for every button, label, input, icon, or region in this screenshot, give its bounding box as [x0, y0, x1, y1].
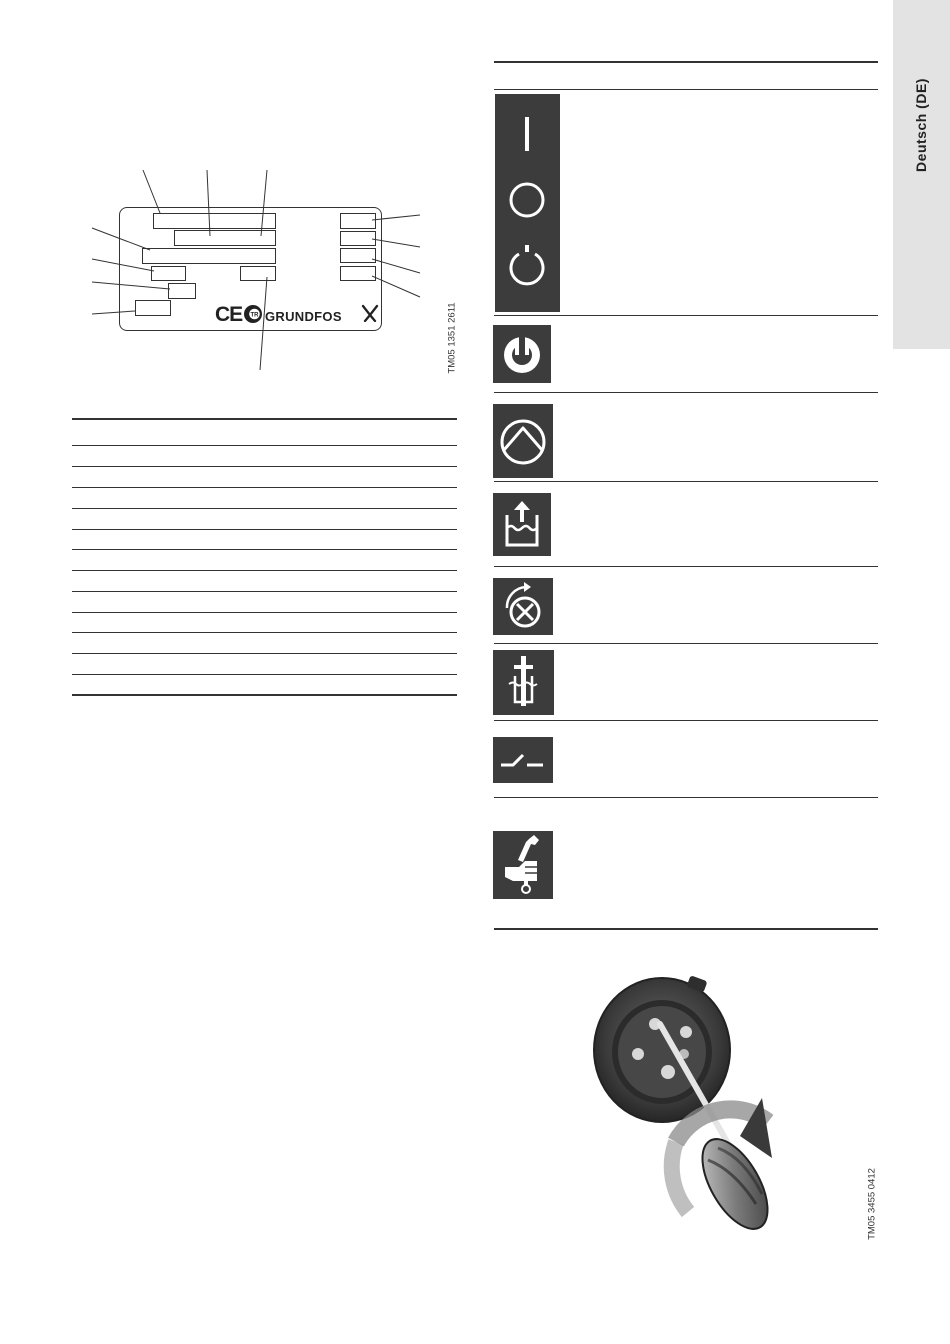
left-table-rule — [72, 466, 457, 467]
symbol-table-top-rule — [494, 61, 878, 63]
symbol-table-bottom-rule — [494, 928, 878, 930]
pump-triangle-icon — [493, 404, 553, 478]
symbol-table-rule — [494, 720, 878, 721]
left-table-rule — [72, 508, 457, 509]
symbol-table-rule — [494, 566, 878, 567]
left-table-top-rule — [72, 418, 457, 420]
symbol-table-rule — [494, 315, 878, 316]
plug-screwdriver-illustration — [590, 972, 790, 1247]
nameplate-figure-code: TM05 1351 2611 — [446, 302, 458, 374]
left-table-rule — [72, 674, 457, 675]
language-label: Deutsch (DE) — [913, 78, 929, 172]
left-table-bottom-rule — [72, 694, 457, 696]
plug-figure-code: TM05 3455 0412 — [866, 1168, 878, 1240]
left-table-rule — [72, 653, 457, 654]
symbol-table-rule — [494, 89, 878, 90]
float-switch-icon — [493, 650, 554, 715]
left-table-rule — [72, 529, 457, 530]
symbol-table-rule — [494, 797, 878, 798]
on-off-auto-switch-icon — [495, 94, 560, 312]
svg-text:TR: TR — [250, 312, 259, 319]
ce-mark: CE — [215, 303, 243, 326]
power-button-icon — [493, 325, 551, 383]
brand-logo-text: GRUNDFOS — [265, 309, 342, 324]
left-table-rule — [72, 612, 457, 613]
symbol-table-rule — [494, 481, 878, 482]
left-table-rule — [72, 445, 457, 446]
relay-contact-icon — [493, 737, 553, 783]
service-hand-wrench-icon — [493, 831, 553, 899]
left-table-rule — [72, 549, 457, 550]
symbol-table-rule — [494, 392, 878, 393]
high-water-level-icon — [493, 493, 551, 556]
left-table-rule — [72, 591, 457, 592]
symbol-table-rule — [494, 643, 878, 644]
left-table-rule — [72, 570, 457, 571]
motor-fault-icon — [493, 578, 553, 635]
left-table-rule — [72, 487, 457, 488]
left-table-rule — [72, 632, 457, 633]
